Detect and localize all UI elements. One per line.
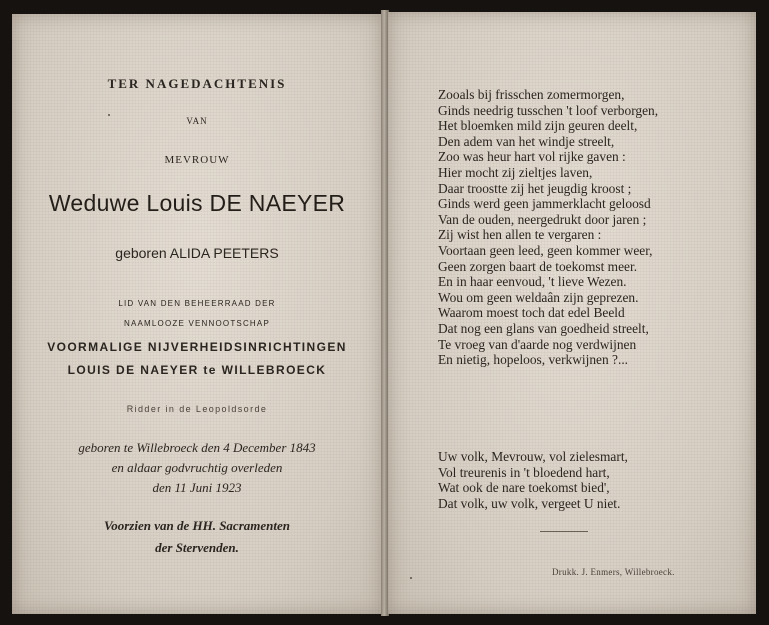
board-member-line: LID VAN DEN BEHEERRAAD DER — [118, 299, 276, 308]
poem-line: Zoo was heur hart vol rijke gaven : — [438, 149, 626, 165]
poem-line: Uw volk, Mevrouw, vol zielesmart, — [438, 449, 628, 464]
knighthood-line: Ridder in de Leopoldsorde — [126, 404, 268, 414]
poem-stanza-2 — [438, 449, 748, 511]
poem-stanza-1 — [438, 87, 748, 368]
poem-line: Wou om geen weldaân zijn geprezen. — [438, 289, 639, 305]
in-memoriam-heading: TER NAGEDACHTENIS — [107, 76, 287, 91]
sacraments-line: Voorzien van de HH. Sacramenten — [104, 518, 290, 533]
poem-line: Ginds werd geen jammerklacht geloosd — [438, 196, 651, 212]
poem-line: Daar troostte zij het jeugdig kroost ; — [438, 180, 632, 196]
poem-line: Vol treurenis in 't bloedend hart, — [438, 464, 610, 480]
death-line: en aldaar godvruchtig overleden — [111, 460, 283, 475]
printer-credit: Drukk. J. Enmers, Willebroeck. — [552, 567, 675, 577]
poem-line: Van de ouden, neergedrukt door jaren ; — [438, 211, 647, 227]
company-type-line: NAAMLOOZE VENNOOTSCHAP — [124, 319, 270, 328]
poem-line: En in haar eenvoud, 't lieve Wezen. — [438, 274, 627, 290]
poem-line: Dat nog een glans van goedheid streelt, — [438, 320, 649, 336]
right-page — [388, 12, 756, 614]
poem-line: Het bloemken mild zijn geuren deelt, — [438, 118, 638, 134]
poem-line: Waarom moest toch dat edel Beeld — [438, 305, 625, 321]
deceased-name: Weduwe Louis DE NAEYER — [48, 190, 346, 216]
mevrouw-label: MEVROUW — [164, 154, 230, 166]
poem-line: En nietig, hopeloos, verkwijnen ?... — [438, 352, 629, 368]
birth-line: geboren te Willebroeck den 4 December 1843 — [78, 440, 316, 455]
poem-line: Zooals bij frisschen zomermorgen, — [438, 87, 625, 102]
left-page — [12, 14, 382, 614]
poem-line: Den adem van het windje streelt, — [438, 133, 615, 149]
print-speck — [108, 114, 110, 116]
poem-line: Voortaan geen leed, geen kommer weer, — [438, 242, 653, 258]
company-name-line: VOORMALIGE NIJVERHEIDSINRICHTINGEN — [47, 340, 347, 354]
company-location-line: LOUIS DE NAEYER te WILLEBROECK — [67, 363, 327, 377]
poem-line: Wat ook de nare toekomst bied', — [438, 480, 610, 496]
van-label: VAN — [186, 116, 208, 126]
poem-line: Geen zorgen baart de toekomst meer. — [438, 258, 638, 274]
poem-line: Zij wist hen allen te vergaren : — [438, 227, 602, 243]
poem-line: Dat volk, uw volk, vergeet U niet. — [438, 495, 621, 511]
sacraments-line-2: der Stervenden. — [155, 540, 239, 555]
death-date-line: den 11 Juni 1923 — [152, 480, 242, 495]
divider-rule — [540, 531, 588, 532]
poem-line: Hier mocht zij zieltjes laven, — [438, 164, 593, 180]
poem-line: Ginds needrig tusschen 't loof verborgen, — [438, 102, 659, 118]
maiden-name: geboren ALIDA PEETERS — [115, 245, 279, 261]
poem-line: Te vroeg van d'aarde nog verdwijnen — [438, 336, 637, 352]
print-speck — [410, 577, 412, 579]
